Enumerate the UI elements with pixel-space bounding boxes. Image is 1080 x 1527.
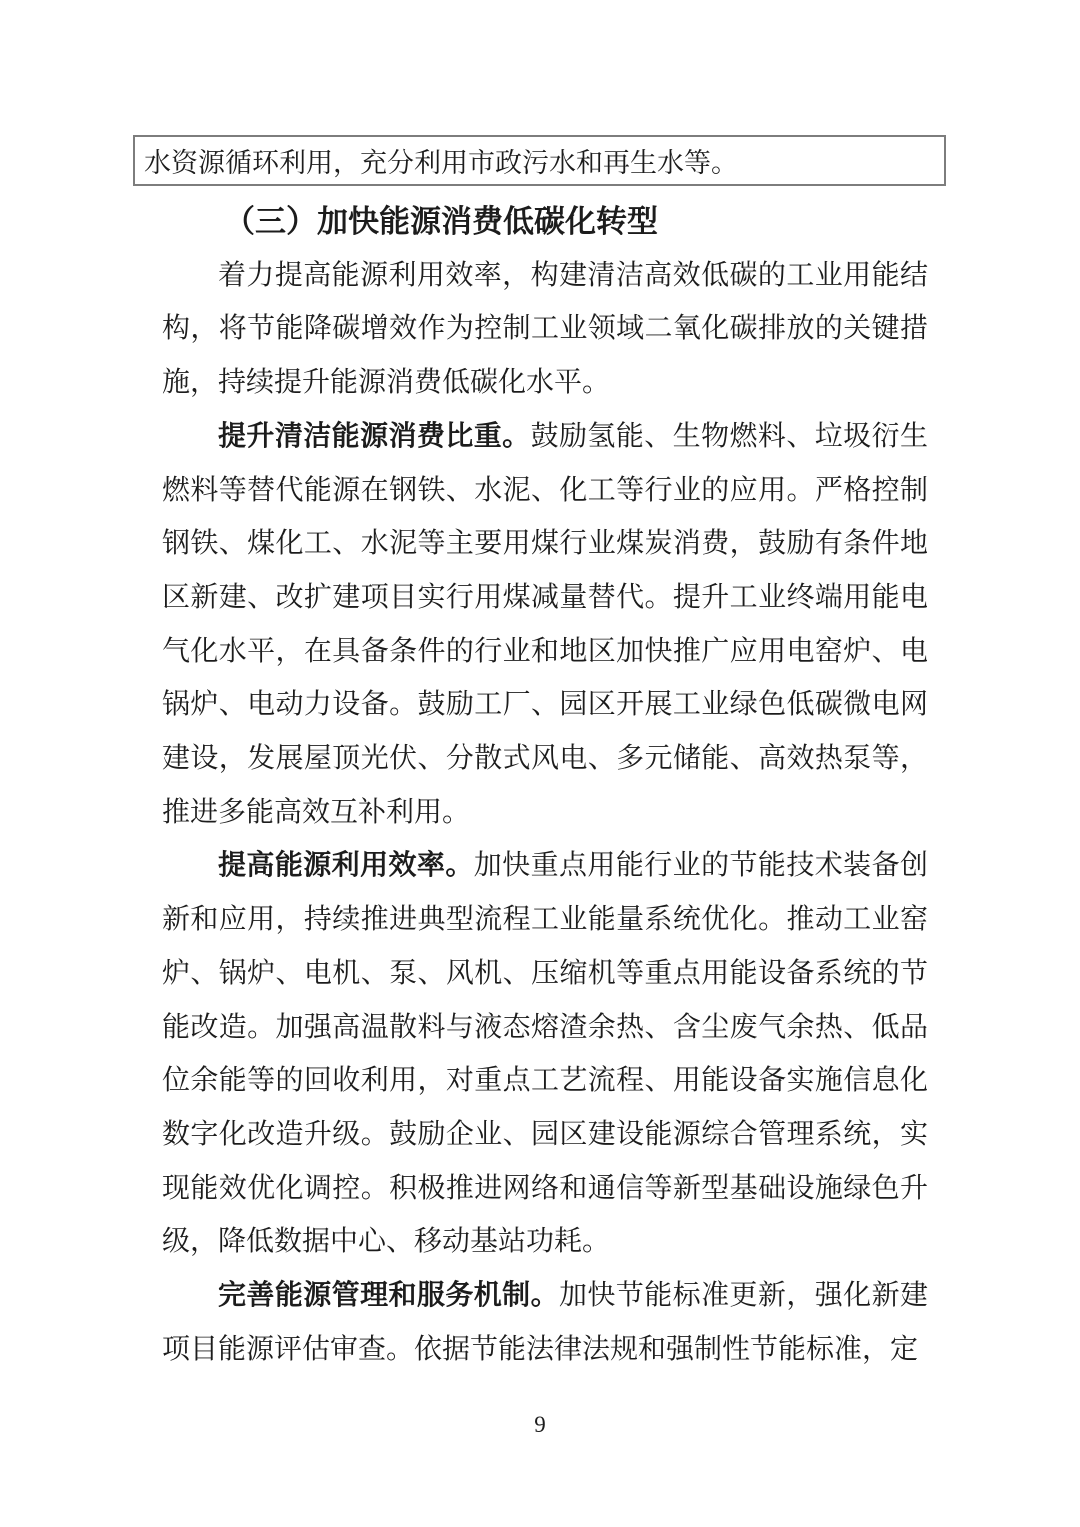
continued-text-box [133, 135, 946, 186]
paragraph: 提高能源利用效率。加快重点用能行业的节能技术装备创新和应用，持续推进典型流程工业能量系统优化。推动工业窑炉、锅炉、电机、泵、风机、压缩机等重点用能设备系统的节能改造。加强高温散料与液态熔渣余热、含尘废气余热、低品位余能等的回收利用，对重点工艺流程、用能设备实施信息化数字化改造升级。鼓励企业、园区建设能源综合管理系统，实现能效优化调控。积极推进网络和通信等新型基础设施绿色升级，降低数据中心、移动基站功耗。 [162, 850, 928, 1258]
paragraph-list [162, 249, 928, 1377]
box-text: 水资源循环利用，充分利用市政污水和再生水等。 [144, 148, 738, 179]
paragraph-lead: 提升清洁能源消费比重。 [218, 420, 531, 452]
text-column [162, 195, 928, 1376]
paragraph: 提升清洁能源消费比重。鼓励氢能、生物燃料、垃圾衍生燃料等替代能源在钢铁、水泥、化工等行业的应用。严格控制钢铁、煤化工、水泥等主要用煤行业煤炭消费，鼓励有条件地区新建、改扩建项目实行用煤减量替代。提升工业终端用能电气化水平，在具备条件的行业和地区加快推广应用电窑炉、电锅炉、电动力设备。鼓励工厂、园区开展工业绿色低碳微电网建设，发展屋顶光伏、分散式风电、多元储能、高效热泵等，推进多能高效互补利用。 [162, 420, 928, 828]
paragraph-lead: 完善能源管理和服务机制。 [218, 1280, 559, 1312]
paragraph-lead: 提高能源利用效率。 [218, 850, 474, 882]
section-heading: （三）加快能源消费低碳化转型 [224, 204, 658, 239]
page-number: 9 [534, 1412, 546, 1437]
paragraph: 完善能源管理和服务机制。加快节能标准更新，强化新建项目能源评估审查。依据节能法律法规和强制性节能标准，定 [162, 1280, 928, 1365]
paragraph: 着力提高能源利用效率，构建清洁高效低碳的工业用能结构，将节能降碳增效作为控制工业领域二氧化碳排放的关键措施，持续提升能源消费低碳化水平。 [162, 259, 928, 399]
